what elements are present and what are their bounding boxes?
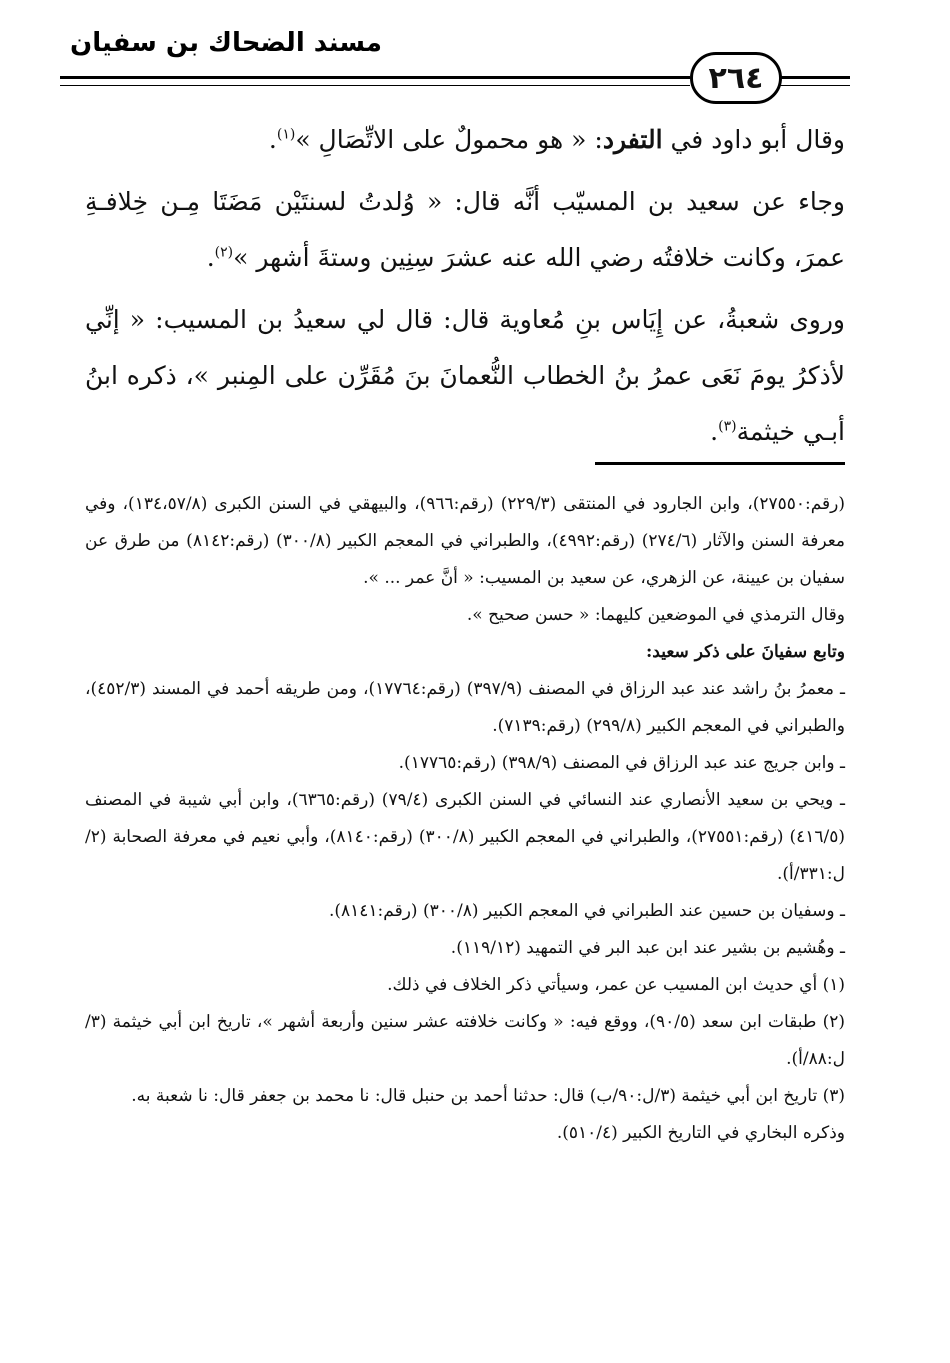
- follow-item: ـ معمرُ بنُ راشد عند عبد الرزاق في المصنف (٣٩٧/٩) (رقم:١٧٧٦٤)، ومن طريقه أحمد في المسند (٤٥٢/٣)، والطبراني في المعجم الكبير (٢٩٩/٨) (رقم:٧١٣٩).: [85, 679, 846, 736]
- header-rule-right-thin: [780, 85, 850, 86]
- header-rule: [60, 76, 690, 79]
- header-rule-right: [780, 76, 850, 79]
- footnote-ref-1[interactable]: (١): [276, 126, 296, 143]
- paragraph-1: [85, 112, 845, 168]
- paragraph-3: [85, 292, 845, 460]
- footnote-1: (١) أي حديث ابن المسيب عن عمر، وسيأتي ذكر الخلاف في ذلك.: [387, 975, 845, 995]
- footnote-continuation: (رقم:٢٧٥٥٠)، وابن الجارود في المنتقى (٢٢٩/٣) (رقم:٩٦٦)، والبيهقي في السنن الكبرى (١٣٤،٥٧/٨)، وفي معرفة السنن والآثار (٢٧٤/٦) (رقم:٤٩٩٢)، والطبراني في المعجم الكبير (٣٠٠/٨) (رقم:٨١٤٢) من طرق عن سفيان بن عيينة، عن الزهري، عن سعيد بن المسيب: « أنَّ عمر ... ».: [85, 494, 846, 588]
- p1-end: .: [268, 125, 277, 154]
- p1-text: وقال أبو داود في: [662, 125, 845, 154]
- p2-text: وجاء عن سعيد بن المسيّب أنَّه قال: « وُلدتُ لسنتَيْن مَضَتَا مِـن خِلافـةِ عمرَ، وكانت خلافتُه رضي الله عنه عشرَ سِنِين وستةَ أشهر »: [85, 187, 845, 272]
- p2-end: .: [206, 243, 215, 272]
- main-text: [85, 112, 845, 466]
- p1-quote: : « هو محمولٌ على الاتِّصَالِ »: [295, 125, 603, 154]
- follow-item: ـ ويحي بن سعيد الأنصاري عند النسائي في السنن الكبرى (٧٩/٤) (رقم:٦٣٦٥)، وابن أبي شيبة في المصنف (٤١٦/٥) (رقم:٢٧٥٥١)، والطبراني في المعجم الكبير (٣٠٠/٨) (رقم:٨١٤٠)، وأبي نعيم في معرفة الصحابة (٢/ل:٣٣١/أ).: [85, 790, 846, 884]
- follow-item: ـ وابن جريج عند عبد الرزاق في المصنف (٣٩٨/٩) (رقم:١٧٧٦٥).: [398, 753, 845, 773]
- follow-item: ـ وسفيان بن حسين عند الطبراني في المعجم الكبير (٣٠٠/٨) (رقم:٨١٤١).: [328, 901, 845, 921]
- footnote-separator: [595, 462, 845, 465]
- footnotes: [85, 486, 845, 1152]
- running-title: مسند الضحاك بن سفيان: [70, 28, 382, 58]
- page-number-frame: [690, 52, 782, 104]
- follow-heading: وتابع سفيانَ على ذكر سعيد:: [646, 642, 845, 662]
- p1-bold-term: التفرد: [602, 125, 663, 154]
- footnote-3: (٣) تاريخ ابن أبي خيثمة (٣/ل:٩٠/ب) قال: حدثنا أحمد بن حنبل قال: نا محمد بن جعفر قال: نا شعبة به.: [131, 1086, 845, 1106]
- page-number: ٢٦٤: [708, 60, 764, 96]
- p3-text: وروى شعبةُ، عن إِيَاس بنِ مُعاوية قال: قال لي سعيدُ بن المسيب: « إنِّي لأذكرُ يومَ نَعَى عمرُ بنُ الخطاب النُّعمانَ بنَ مُقَرِّن على المِنبر »، ذكره ابنُ أبـي خيثمة: [85, 305, 845, 446]
- follow-item: ـ وهُشيم بن بشير عند ابن عبد البر في التمهيد (١١٩/١٢).: [450, 938, 845, 958]
- footnote-ref-3[interactable]: (٣): [718, 418, 737, 435]
- footnote-3-continued: وذكره البخاري في التاريخ الكبير (٥١٠/٤).: [556, 1123, 845, 1143]
- paragraph-2: [85, 174, 845, 286]
- header-rule-thin: [60, 85, 690, 86]
- p3-end: .: [710, 417, 719, 446]
- tirmidhi-note: وقال الترمذي في الموضعين كليهما: « حسن صحيح ».: [466, 605, 845, 625]
- footnote-ref-2[interactable]: (٢): [214, 244, 234, 261]
- footnote-2: (٢) طبقات ابن سعد (٩٠/٥)، ووقع فيه: « وكانت خلافته عشر سنين وأربعة أشهر »، تاريخ ابن أبي خيثمة (٣/ل:٨٨/أ).: [85, 1012, 845, 1069]
